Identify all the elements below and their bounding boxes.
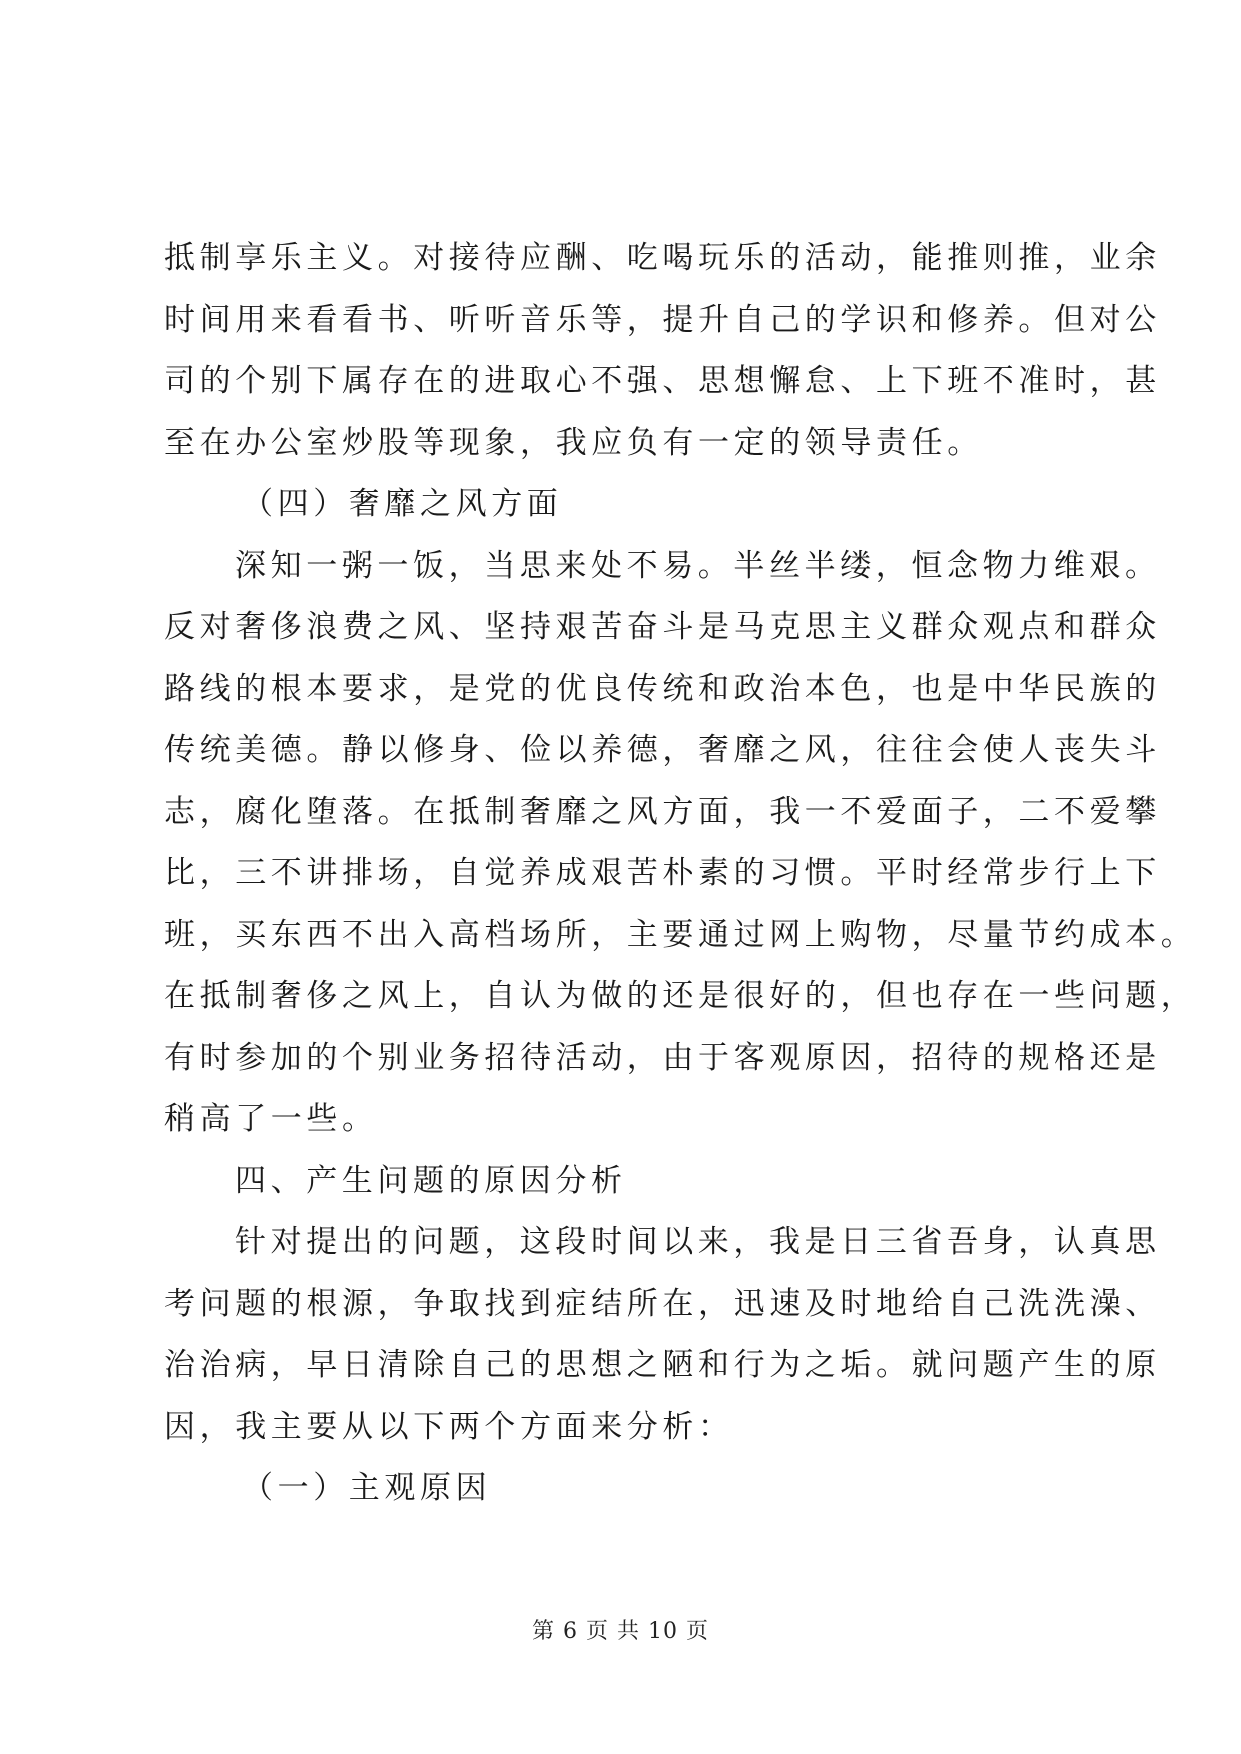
text-line: 反对奢侈浪费之风、坚持艰苦奋斗是马克思主义群众观点和群众 <box>164 609 1161 645</box>
text-line: 治治病，早日清除自己的思想之陋和行为之垢。就问题产生的原 <box>164 1347 1161 1383</box>
text-line: 路线的根本要求，是党的优良传统和政治本色，也是中华民族的 <box>164 670 1161 707</box>
text-line: 至在办公室炒股等现象，我应负有一定的领导责任。 <box>164 424 983 461</box>
section-heading: （四）奢靡之风方面 <box>242 486 563 522</box>
section-heading: 四、产生问题的原因分析 <box>235 1162 627 1199</box>
text-line: 有时参加的个别业务招待活动，由于客观原因，招待的规格还是 <box>164 1039 1161 1076</box>
text-line: 时间用来看看书、听听音乐等，提升自己的学识和修养。但对公 <box>164 301 1161 338</box>
text-line: 在抵制奢侈之风上，自认为做的还是很好的，但也存在一些问题， <box>164 978 1197 1014</box>
text-line: 稍高了一些。 <box>164 1101 378 1137</box>
section-heading: （一）主观原因 <box>242 1470 492 1506</box>
text-line: 抵制享乐主义。对接待应酬、吃喝玩乐的活动，能推则推，业余 <box>164 240 1161 276</box>
page-footer: 第 6 页 共 10 页 <box>532 1619 709 1644</box>
text-line: 比，三不讲排场，自觉养成艰苦朴素的习惯。平时经常步行上下 <box>164 855 1161 891</box>
text-line: 司的个别下属存在的进取心不强、思想懈怠、上下班不准时，甚 <box>164 363 1161 399</box>
text-line: 班，买东西不出入高档场所，主要通过网上购物，尽量节约成本。 <box>164 916 1197 953</box>
text-line: 针对提出的问题，这段时间以来，我是日三省吾身，认真思 <box>235 1224 1161 1260</box>
text-line: 因，我主要从以下两个方面来分析： <box>164 1408 734 1445</box>
text-line: 考问题的根源，争取找到症结所在，迅速及时地给自己洗洗澡、 <box>164 1285 1161 1322</box>
text-line: 深知一粥一饭，当思来处不易。半丝半缕，恒念物力维艰。 <box>235 547 1161 584</box>
text-line: 志，腐化堕落。在抵制奢靡之风方面，我一不爱面子，二不爱攀 <box>164 793 1161 830</box>
text-line: 传统美德。静以修身、俭以养德，奢靡之风，往往会使人丧失斗 <box>164 732 1161 768</box>
document-body <box>164 228 1197 1520</box>
